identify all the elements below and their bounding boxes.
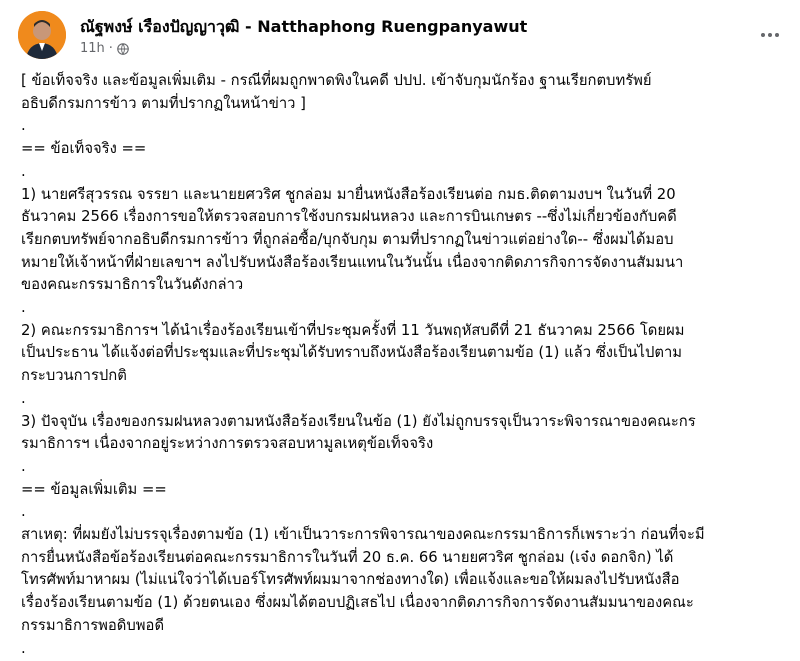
post-line: อธิบดีกรมการข้าว ตามที่ปรากฏในหน้าข่าว ] — [21, 94, 306, 112]
post-time[interactable]: 11h — [80, 41, 105, 56]
post-line: 3) ปัจจุบัน เรื่องของกรมฝนหลวงตามหนังสือร้องเรียนในข้อ (1) ยังไม่ถูกบรรจุเป็นวาระพิจารณาของคณะกร — [21, 412, 696, 430]
post-line: 1) นายศรีสุวรรณ จรรยา และนายยศวริศ ชูกล่อม มายื่นหนังสือร้องเรียนต่อ กมธ.ติดตามงบฯ ในวันที่ 20 — [21, 185, 676, 203]
post-line: ธันวาคม 2566 เรื่องการขอให้ตรวจสอบการใช้งบกรมฝนหลวง และการบินเกษตร --ซึ่งไม่เกี่ยวข้องกับคดี — [21, 208, 677, 226]
globe-icon[interactable] — [117, 43, 129, 55]
post-line: . — [21, 457, 26, 475]
post-line: กระบวนการปกติ — [21, 367, 127, 385]
post-line: . — [21, 162, 26, 180]
post-line: กรรมาธิการพอดิบพอดี — [21, 616, 165, 634]
post-line: โทรศัพท์มาหาผม (ไม่แน่ใจว่าได้เบอร์โทรศัพท์ผมมาจากช่องทางใด) เพื่อแจ้งและขอให้ผมลงไปรับหนังสือ — [21, 571, 680, 589]
more-dot — [775, 33, 779, 37]
post-line: . — [21, 389, 26, 407]
post-body — [21, 70, 791, 660]
post-line: 2) คณะกรรมาธิการฯ ได้นำเรื่องร้องเรียนเข้าที่ประชุมครั้งที่ 11 วันพฤหัสบดีที่ 21 ธันวาคม 2566 โดยผม — [21, 321, 685, 339]
post-line: . — [21, 503, 26, 521]
post-line: . — [21, 117, 26, 135]
post-line: สาเหตุ: ที่ผมยังไม่บรรจุเรื่องตามข้อ (1) เข้าเป็นวาระการพิจารณาของคณะกรรมาธิการก็เพราะว่า ก่อนที่จะมี — [21, 526, 705, 544]
post-line: [ ข้อเท็จจริง และข้อมูลเพิ่มเติม - กรณีที่ผมถูกพาดพิงในคดี ปปป. เข้าจับกุมนักร้อง ฐานเรียกตบทรัพย์ — [21, 72, 652, 89]
more-options-button[interactable] — [752, 23, 788, 47]
post-meta — [80, 41, 129, 56]
more-horizontal-icon — [761, 33, 765, 37]
more-dot — [768, 33, 772, 37]
avatar[interactable] — [18, 11, 66, 59]
post-line: ของคณะกรรมาธิการในวันดังกล่าว — [21, 276, 244, 294]
avatar-image — [18, 11, 66, 59]
post-line: เรื่องร้องเรียนตามข้อ (1) ด้วยตนเอง ซึ่งผมได้ตอบปฏิเสธไป เนื่องจากติดภารกิจการจัดงานสัมมนาของคณะ — [21, 594, 694, 612]
post-line: == ข้อเท็จจริง == — [21, 140, 147, 158]
post-line: หมายให้เจ้าหน้าที่ฝ่ายเลขาฯ ลงไปรับหนังสือร้องเรียนแทนในวันนั้น เนื่องจากติดภารกิจการจัดงานสัมมนา — [21, 253, 684, 271]
meta-separator: · — [108, 41, 113, 56]
post-line: == ข้อมูลเพิ่มเติม == — [21, 480, 167, 498]
post-header — [18, 11, 788, 61]
post-line: เรียกตบทรัพย์จากอธิบดีกรมการข้าว ที่ถูกล่อซื้อ/บุกจับกุม ตามที่ปรากฏในข่าวแต่อย่างใด-- ซึ่งผมได้มอบ — [21, 230, 674, 248]
author-name[interactable]: ณัฐพงษ์ เรืองปัญญาวุฒิ - Natthaphong Ruengpanyawut — [80, 17, 528, 36]
post-line: การยื่นหนังสือข้อร้องเรียนต่อคณะกรรมาธิการในวันที่ 20 ธ.ค. 66 นายยศวริศ ชูกล่อม (เจ๋ง ดอกจิก) ได้ — [21, 548, 674, 566]
post-line: . — [21, 299, 26, 317]
post-line: เป็นประธาน ได้แจ้งต่อที่ประชุมและที่ประชุมได้รับทราบถึงหนังสือร้องเรียนตามข้อ (1) แล้ว ซึ่งเป็นไปตาม — [21, 344, 683, 362]
post-line: รมาธิการฯ เนื่องจากอยู่ระหว่างการตรวจสอบหามูลเหตุข้อเท็จจริง — [21, 435, 434, 453]
post-line: . — [21, 639, 26, 657]
